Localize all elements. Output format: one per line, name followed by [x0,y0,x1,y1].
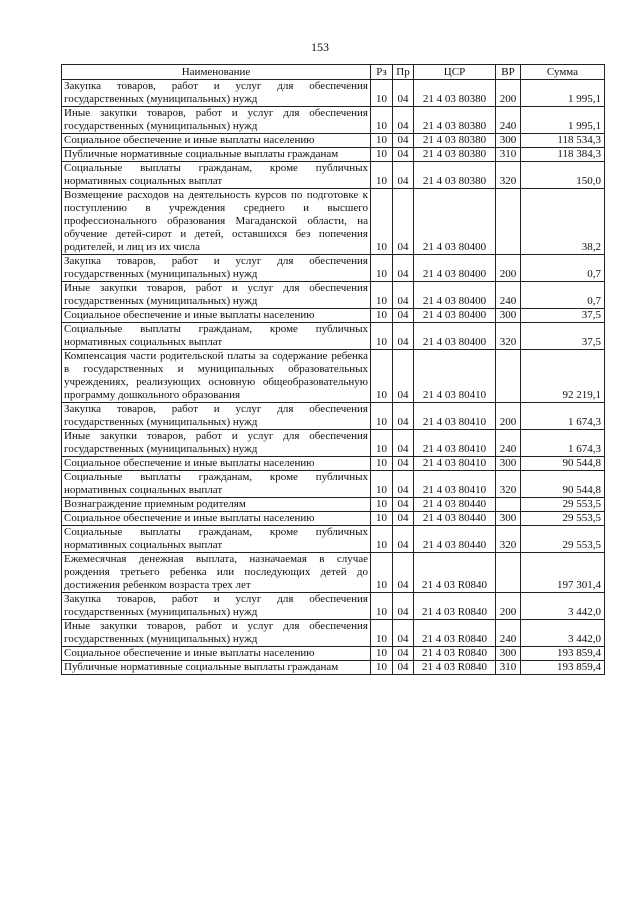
cell-rz: 10 [371,403,393,430]
cell-vr: 240 [496,282,521,309]
header-name: Наименование [62,65,371,80]
table-row [62,148,605,162]
cell-csr: 21 4 03 R0840 [414,647,496,661]
cell-csr: 21 4 03 80410 [414,471,496,498]
cell-sum: 3 442,0 [521,593,605,620]
cell-pr: 04 [393,148,414,162]
cell-vr: 240 [496,107,521,134]
header-csr: ЦСР [414,65,496,80]
page-number: 153 [311,40,329,54]
cell-pr: 04 [393,430,414,457]
table-row [62,323,605,350]
cell-csr: 21 4 03 R0840 [414,661,496,675]
cell-rz: 10 [371,553,393,593]
cell-sum: 193 859,4 [521,661,605,675]
cell-rz: 10 [371,457,393,471]
cell-name: Социальные выплаты гражданам, кроме публичных нормативных социальных выплат [62,323,371,350]
cell-rz: 10 [371,647,393,661]
cell-name: Иные закупки товаров, работ и услуг для обеспечения государственных (муниципальных) нужд [62,430,371,457]
cell-vr [496,553,521,593]
cell-sum: 1 674,3 [521,403,605,430]
cell-csr: 21 4 03 80380 [414,134,496,148]
header-pr: Пр [393,65,414,80]
cell-rz: 10 [371,80,393,107]
cell-name: Иные закупки товаров, работ и услуг для обеспечения государственных (муниципальных) нужд [62,107,371,134]
cell-sum: 150,0 [521,162,605,189]
cell-sum: 90 544,8 [521,457,605,471]
cell-name: Иные закупки товаров, работ и услуг для обеспечения государственных (муниципальных) нужд [62,620,371,647]
cell-csr: 21 4 03 80380 [414,148,496,162]
cell-sum: 38,2 [521,189,605,255]
table-row [62,255,605,282]
cell-vr: 320 [496,162,521,189]
cell-sum: 29 553,5 [521,526,605,553]
cell-rz: 10 [371,255,393,282]
cell-sum: 3 442,0 [521,620,605,647]
cell-csr: 21 4 03 80400 [414,255,496,282]
cell-vr: 240 [496,430,521,457]
cell-name: Возмещение расходов на деятельность курсов по подготовке к поступлению в учреждения среднего и высшего профессионального образования Магаданской области, на обучение детей-сирот и детей, оставшихся без попечения родителей, и лиц из их числа [62,189,371,255]
cell-sum: 1 995,1 [521,80,605,107]
cell-csr: 21 4 03 80380 [414,162,496,189]
cell-rz: 10 [371,620,393,647]
cell-vr: 200 [496,255,521,282]
cell-pr: 04 [393,134,414,148]
cell-pr: 04 [393,309,414,323]
cell-vr: 320 [496,471,521,498]
cell-csr: 21 4 03 80400 [414,189,496,255]
table-body [62,80,605,675]
table-row [62,553,605,593]
cell-pr: 04 [393,553,414,593]
cell-pr: 04 [393,498,414,512]
cell-csr: 21 4 03 80410 [414,350,496,403]
table-row [62,282,605,309]
cell-rz: 10 [371,350,393,403]
cell-vr: 320 [496,323,521,350]
table-row [62,647,605,661]
cell-sum: 29 553,5 [521,498,605,512]
table-row [62,620,605,647]
cell-rz: 10 [371,430,393,457]
cell-name: Иные закупки товаров, работ и услуг для обеспечения государственных (муниципальных) нужд [62,282,371,309]
cell-sum: 90 544,8 [521,471,605,498]
cell-name: Социальное обеспечение и иные выплаты населению [62,457,371,471]
cell-sum: 0,7 [521,255,605,282]
table-row [62,498,605,512]
table-row [62,457,605,471]
cell-csr: 21 4 03 80380 [414,107,496,134]
header-sum: Сумма [521,65,605,80]
cell-vr: 300 [496,457,521,471]
cell-rz: 10 [371,134,393,148]
table-row [62,593,605,620]
cell-csr: 21 4 03 80440 [414,498,496,512]
cell-rz: 10 [371,282,393,309]
cell-pr: 04 [393,620,414,647]
cell-pr: 04 [393,282,414,309]
cell-name: Закупка товаров, работ и услуг для обеспечения государственных (муниципальных) нужд [62,80,371,107]
cell-sum: 92 219,1 [521,350,605,403]
cell-rz: 10 [371,162,393,189]
cell-rz: 10 [371,471,393,498]
cell-vr: 310 [496,661,521,675]
cell-vr: 320 [496,526,521,553]
cell-rz: 10 [371,107,393,134]
table-row [62,661,605,675]
cell-vr: 240 [496,620,521,647]
cell-vr [496,350,521,403]
cell-name: Публичные нормативные социальные выплаты гражданам [62,148,371,162]
table-row [62,134,605,148]
cell-rz: 10 [371,148,393,162]
cell-name: Публичные нормативные социальные выплаты гражданам [62,661,371,675]
table-row [62,107,605,134]
cell-name: Закупка товаров, работ и услуг для обеспечения государственных (муниципальных) нужд [62,255,371,282]
table-row [62,403,605,430]
table-row [62,350,605,403]
cell-vr: 200 [496,403,521,430]
cell-rz: 10 [371,661,393,675]
cell-vr: 310 [496,148,521,162]
cell-pr: 04 [393,350,414,403]
table-row [62,512,605,526]
cell-pr: 04 [393,162,414,189]
table-row [62,80,605,107]
cell-csr: 21 4 03 80440 [414,512,496,526]
cell-csr: 21 4 03 80400 [414,309,496,323]
table-row [62,526,605,553]
cell-name: Вознаграждение приемным родителям [62,498,371,512]
cell-vr [496,189,521,255]
cell-vr: 200 [496,593,521,620]
cell-csr: 21 4 03 80440 [414,526,496,553]
cell-csr: 21 4 03 80410 [414,430,496,457]
cell-rz: 10 [371,323,393,350]
cell-pr: 04 [393,255,414,282]
cell-sum: 0,7 [521,282,605,309]
cell-csr: 21 4 03 80380 [414,80,496,107]
cell-name: Закупка товаров, работ и услуг для обеспечения государственных (муниципальных) нужд [62,403,371,430]
cell-rz: 10 [371,526,393,553]
cell-name: Социальное обеспечение и иные выплаты населению [62,512,371,526]
cell-sum: 37,5 [521,323,605,350]
cell-pr: 04 [393,80,414,107]
cell-csr: 21 4 03 80410 [414,403,496,430]
cell-pr: 04 [393,647,414,661]
cell-sum: 1 674,3 [521,430,605,457]
cell-sum: 29 553,5 [521,512,605,526]
cell-csr: 21 4 03 80410 [414,457,496,471]
cell-rz: 10 [371,512,393,526]
table-row [62,471,605,498]
cell-name: Социальные выплаты гражданам, кроме публичных нормативных социальных выплат [62,526,371,553]
cell-csr: 21 4 03 R0840 [414,593,496,620]
cell-sum: 1 995,1 [521,107,605,134]
table-row [62,162,605,189]
header-rz: Рз [371,65,393,80]
cell-vr: 300 [496,309,521,323]
cell-name: Социальное обеспечение и иные выплаты населению [62,647,371,661]
cell-sum: 193 859,4 [521,647,605,661]
cell-name: Закупка товаров, работ и услуг для обеспечения государственных (муниципальных) нужд [62,593,371,620]
cell-sum: 118 534,3 [521,134,605,148]
cell-name: Социальное обеспечение и иные выплаты населению [62,134,371,148]
table-row [62,309,605,323]
cell-vr [496,498,521,512]
cell-rz: 10 [371,309,393,323]
cell-name: Социальное обеспечение и иные выплаты населению [62,309,371,323]
header-vr: ВР [496,65,521,80]
cell-sum: 197 301,4 [521,553,605,593]
cell-vr: 300 [496,134,521,148]
cell-pr: 04 [393,471,414,498]
cell-name: Ежемесячная денежная выплата, назначаемая в случае рождения третьего ребенка или последующих детей до достижения ребенком возраста трех лет [62,553,371,593]
cell-name: Социальные выплаты гражданам, кроме публичных нормативных социальных выплат [62,471,371,498]
cell-pr: 04 [393,403,414,430]
cell-csr: 21 4 03 80400 [414,323,496,350]
table-row [62,430,605,457]
cell-vr: 300 [496,647,521,661]
cell-vr: 300 [496,512,521,526]
cell-pr: 04 [393,661,414,675]
cell-rz: 10 [371,189,393,255]
cell-pr: 04 [393,457,414,471]
budget-table [61,64,605,675]
cell-csr: 21 4 03 R0840 [414,553,496,593]
cell-pr: 04 [393,323,414,350]
table-header [62,65,605,80]
cell-pr: 04 [393,512,414,526]
cell-pr: 04 [393,593,414,620]
cell-sum: 118 384,3 [521,148,605,162]
cell-name: Компенсация части родительской платы за содержание ребенка в государственных и муниципальных образовательных учреждениях, реализующих основную общеобразовательную программу дошкольного образования [62,350,371,403]
cell-sum: 37,5 [521,309,605,323]
cell-pr: 04 [393,189,414,255]
cell-vr: 200 [496,80,521,107]
table-row [62,189,605,255]
cell-csr: 21 4 03 80400 [414,282,496,309]
cell-rz: 10 [371,498,393,512]
header-row [62,65,605,80]
cell-pr: 04 [393,526,414,553]
cell-pr: 04 [393,107,414,134]
cell-rz: 10 [371,593,393,620]
cell-name: Социальные выплаты гражданам, кроме публичных нормативных социальных выплат [62,162,371,189]
cell-csr: 21 4 03 R0840 [414,620,496,647]
